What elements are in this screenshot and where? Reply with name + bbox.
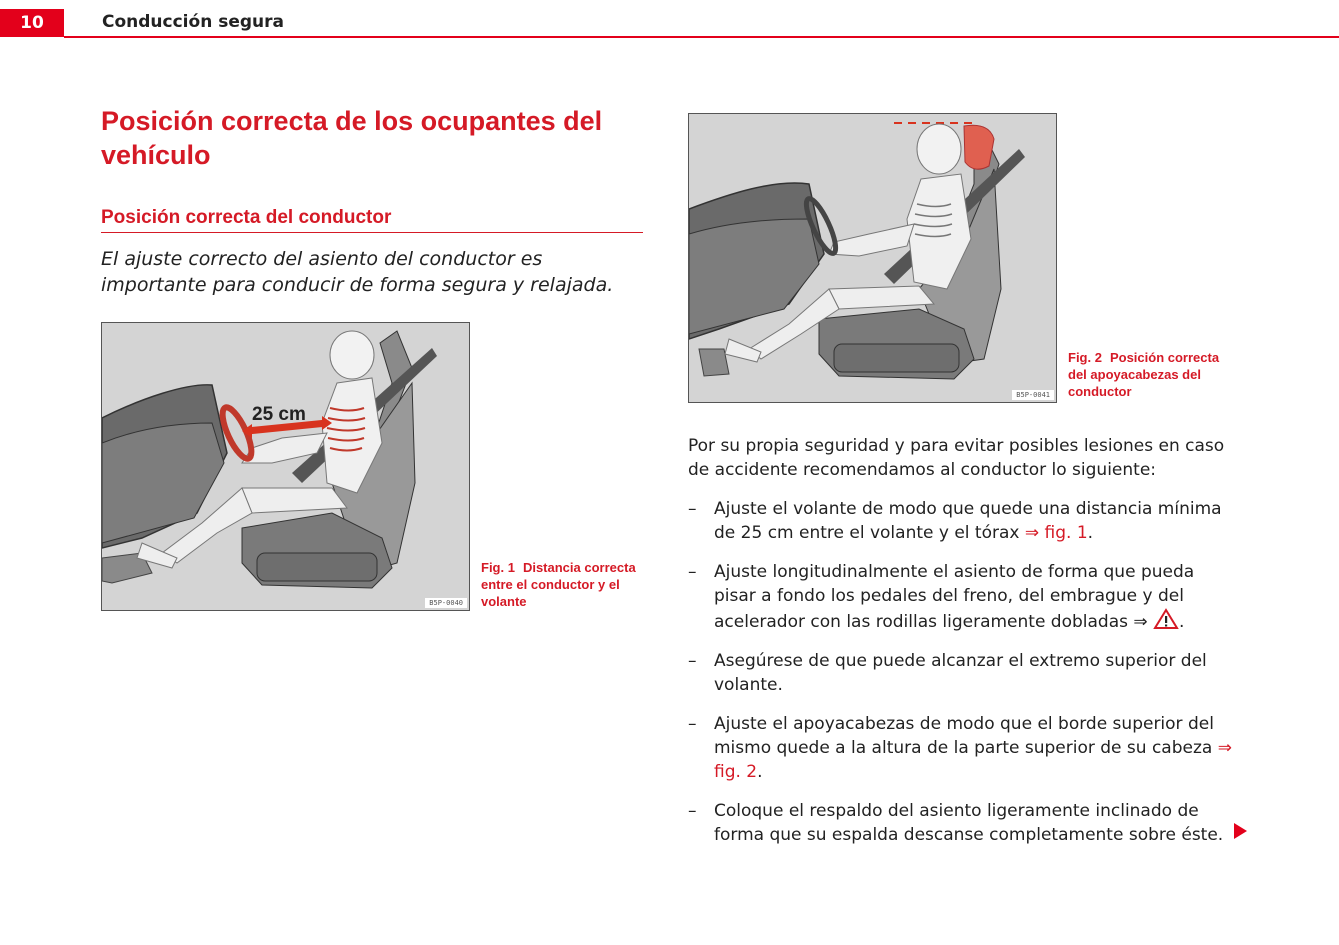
fig-1-reference-link[interactable]: ⇒ fig. 1 [1024, 523, 1088, 543]
list-item-end: . [1179, 612, 1185, 632]
header-rule [64, 36, 1339, 38]
list-item [688, 497, 1238, 545]
list-item [688, 560, 1238, 634]
figure-2-number: Fig. 2 [1068, 350, 1102, 365]
figure-2-caption-text: Posición correcta del apoyacabezas del conductor [1068, 350, 1220, 399]
list-item [688, 799, 1238, 847]
figure-1-number: Fig. 1 [481, 560, 515, 575]
figure-2-code: B5P-0041 [1012, 390, 1054, 400]
list-item-text: Asegúrese de que puede alcanzar el extremo superior del volante. [714, 651, 1207, 695]
figure-1-caption-text: Distancia correcta entre el conductor y el volante [481, 560, 636, 609]
list-item [688, 712, 1238, 784]
figure-1-caption [481, 559, 646, 610]
fig-2-reference-link[interactable]: ⇒ fig. 2 [714, 738, 1232, 782]
list-item-end: . [757, 762, 763, 782]
list-dash: – [688, 562, 697, 582]
list-item [688, 649, 1238, 697]
section-title: Conducción segura [102, 12, 284, 32]
list-dash: – [688, 651, 697, 671]
subsection-title: Posición correcta del conductor [101, 207, 643, 233]
list-dash: – [688, 714, 697, 734]
body-intro: Por su propia seguridad y para evitar posibles lesiones en caso de accidente recomendamos al conductor lo siguiente: [688, 436, 1225, 480]
list-item-text: Ajuste longitudinalmente el asiento de forma que pueda pisar a fondo los pedales del freno, del embrague y del acelerador con las rodillas ligeramente dobladas ⇒ [714, 562, 1195, 632]
next-page-arrow-icon[interactable] [1234, 823, 1247, 839]
intro-text: El ajuste correcto del asiento del conductor es importante para conducir de forma segura y relajada. [101, 248, 614, 296]
distance-label: 25 cm [252, 404, 306, 425]
list-dash: – [688, 801, 697, 821]
figure-2-illustration [688, 113, 1057, 403]
list-item-text: Ajuste el apoyacabezas de modo que el borde superior del mismo quede a la altura de la parte superior de su cabeza [714, 714, 1218, 758]
page-number-badge: 10 [0, 9, 64, 37]
figure-2-caption [1068, 349, 1233, 400]
figure-1-code: B5P-0040 [425, 598, 467, 608]
page-title: Posición correcta de los ocupantes del vehículo [101, 106, 603, 170]
list-item-text: Coloque el respaldo del asiento ligeramente inclinado de forma que su espalda descanse completamente sobre éste. [714, 801, 1224, 845]
figure-1-illustration [101, 322, 470, 611]
warning-triangle-icon[interactable] [1153, 608, 1179, 630]
list-dash: – [688, 499, 697, 519]
recommendation-list [688, 497, 1238, 862]
list-item-end: . [1087, 523, 1094, 543]
list-item-text: Ajuste el volante de modo que quede una distancia mínima de 25 cm entre el volante y el tórax [714, 499, 1222, 543]
